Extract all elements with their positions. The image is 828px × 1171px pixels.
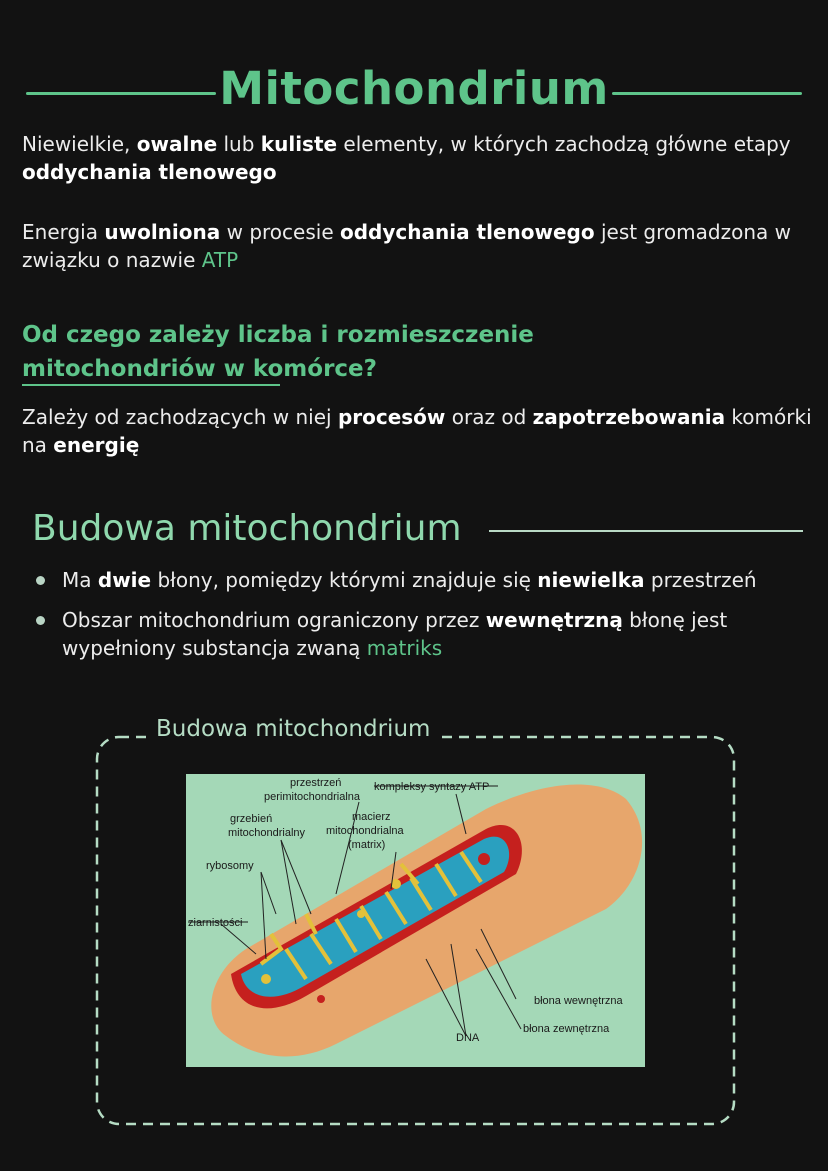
question-line-2: mitochondriów w komórce? <box>22 356 377 382</box>
section-heading: Budowa mitochondrium <box>32 508 462 549</box>
mitochondrion-illustration <box>186 774 645 1067</box>
text-run: Niewielkie, <box>22 132 137 156</box>
text-run: oraz od <box>445 405 533 429</box>
bold-text: kuliste <box>260 132 338 156</box>
text-run: komórki na <box>22 405 812 457</box>
highlight-text: ATP <box>201 248 239 272</box>
label-mitochondrialny: mitochondrialny <box>228 827 306 839</box>
bold-text: procesów <box>337 405 446 429</box>
label-perimitochondrialna: perimitochondrialna <box>264 791 360 803</box>
bold-text: wewnętrzną <box>485 608 623 632</box>
highlight-text: matriks <box>366 636 443 660</box>
text-run: błonę jest wypełniony substancja zwaną <box>62 608 728 660</box>
label-macierz: macierz <box>352 811 391 823</box>
mitochondrion-diagram <box>186 774 645 1067</box>
text-run: lub <box>217 132 261 156</box>
text-run: w procesie <box>220 220 340 244</box>
text-run: Zależy od zachodzących w niej <box>22 405 338 429</box>
figure-label: Budowa mitochondrium <box>150 716 436 742</box>
bold-text: energię <box>53 433 140 457</box>
bold-text: niewielka <box>537 568 645 592</box>
question-line-1: Od czego zależy liczba i rozmieszczenie <box>22 322 534 348</box>
bold-text: owalne <box>136 132 218 156</box>
label-ziarnistosci: ziarnistości <box>188 917 243 929</box>
label-przestrzen: przestrzeń <box>290 777 342 789</box>
label-blona-wewnetrzna: błona wewnętrzna <box>534 995 623 1007</box>
label-blona-zewnetrzna: błona zewnętrzna <box>523 1023 610 1035</box>
label-matrix: (matrix) <box>348 839 386 851</box>
text-run: Energia <box>22 220 105 244</box>
text-run: błony, pomiędzy którymi znajduje się <box>151 568 538 592</box>
bold-text: oddychania tlenowego <box>22 160 277 184</box>
bold-text: oddychania tlenowego <box>339 220 595 244</box>
label-rybosomy: rybosomy <box>206 860 254 872</box>
bold-text: zapotrzebowania <box>532 405 726 429</box>
text-run: elementy, w których zachodzą główne etapy <box>337 132 791 156</box>
page-title: Mitochondrium <box>219 62 609 115</box>
label-grzebien: grzebień <box>230 813 273 825</box>
text-run: przestrzeń <box>644 568 757 592</box>
text-run: jest gromadzona w związku o nazwie <box>22 220 791 272</box>
text-run: Obszar mitochondrium ograniczony przez <box>62 608 486 632</box>
bold-text: dwie <box>97 568 152 592</box>
label-kompleksy: kompleksy syntazy ATP <box>374 781 490 793</box>
text-run: Ma <box>62 568 98 592</box>
label-dna: DNA <box>456 1032 480 1044</box>
label-mitochondrialna: mitochondrialna <box>326 825 404 837</box>
bold-text: uwolniona <box>104 220 221 244</box>
